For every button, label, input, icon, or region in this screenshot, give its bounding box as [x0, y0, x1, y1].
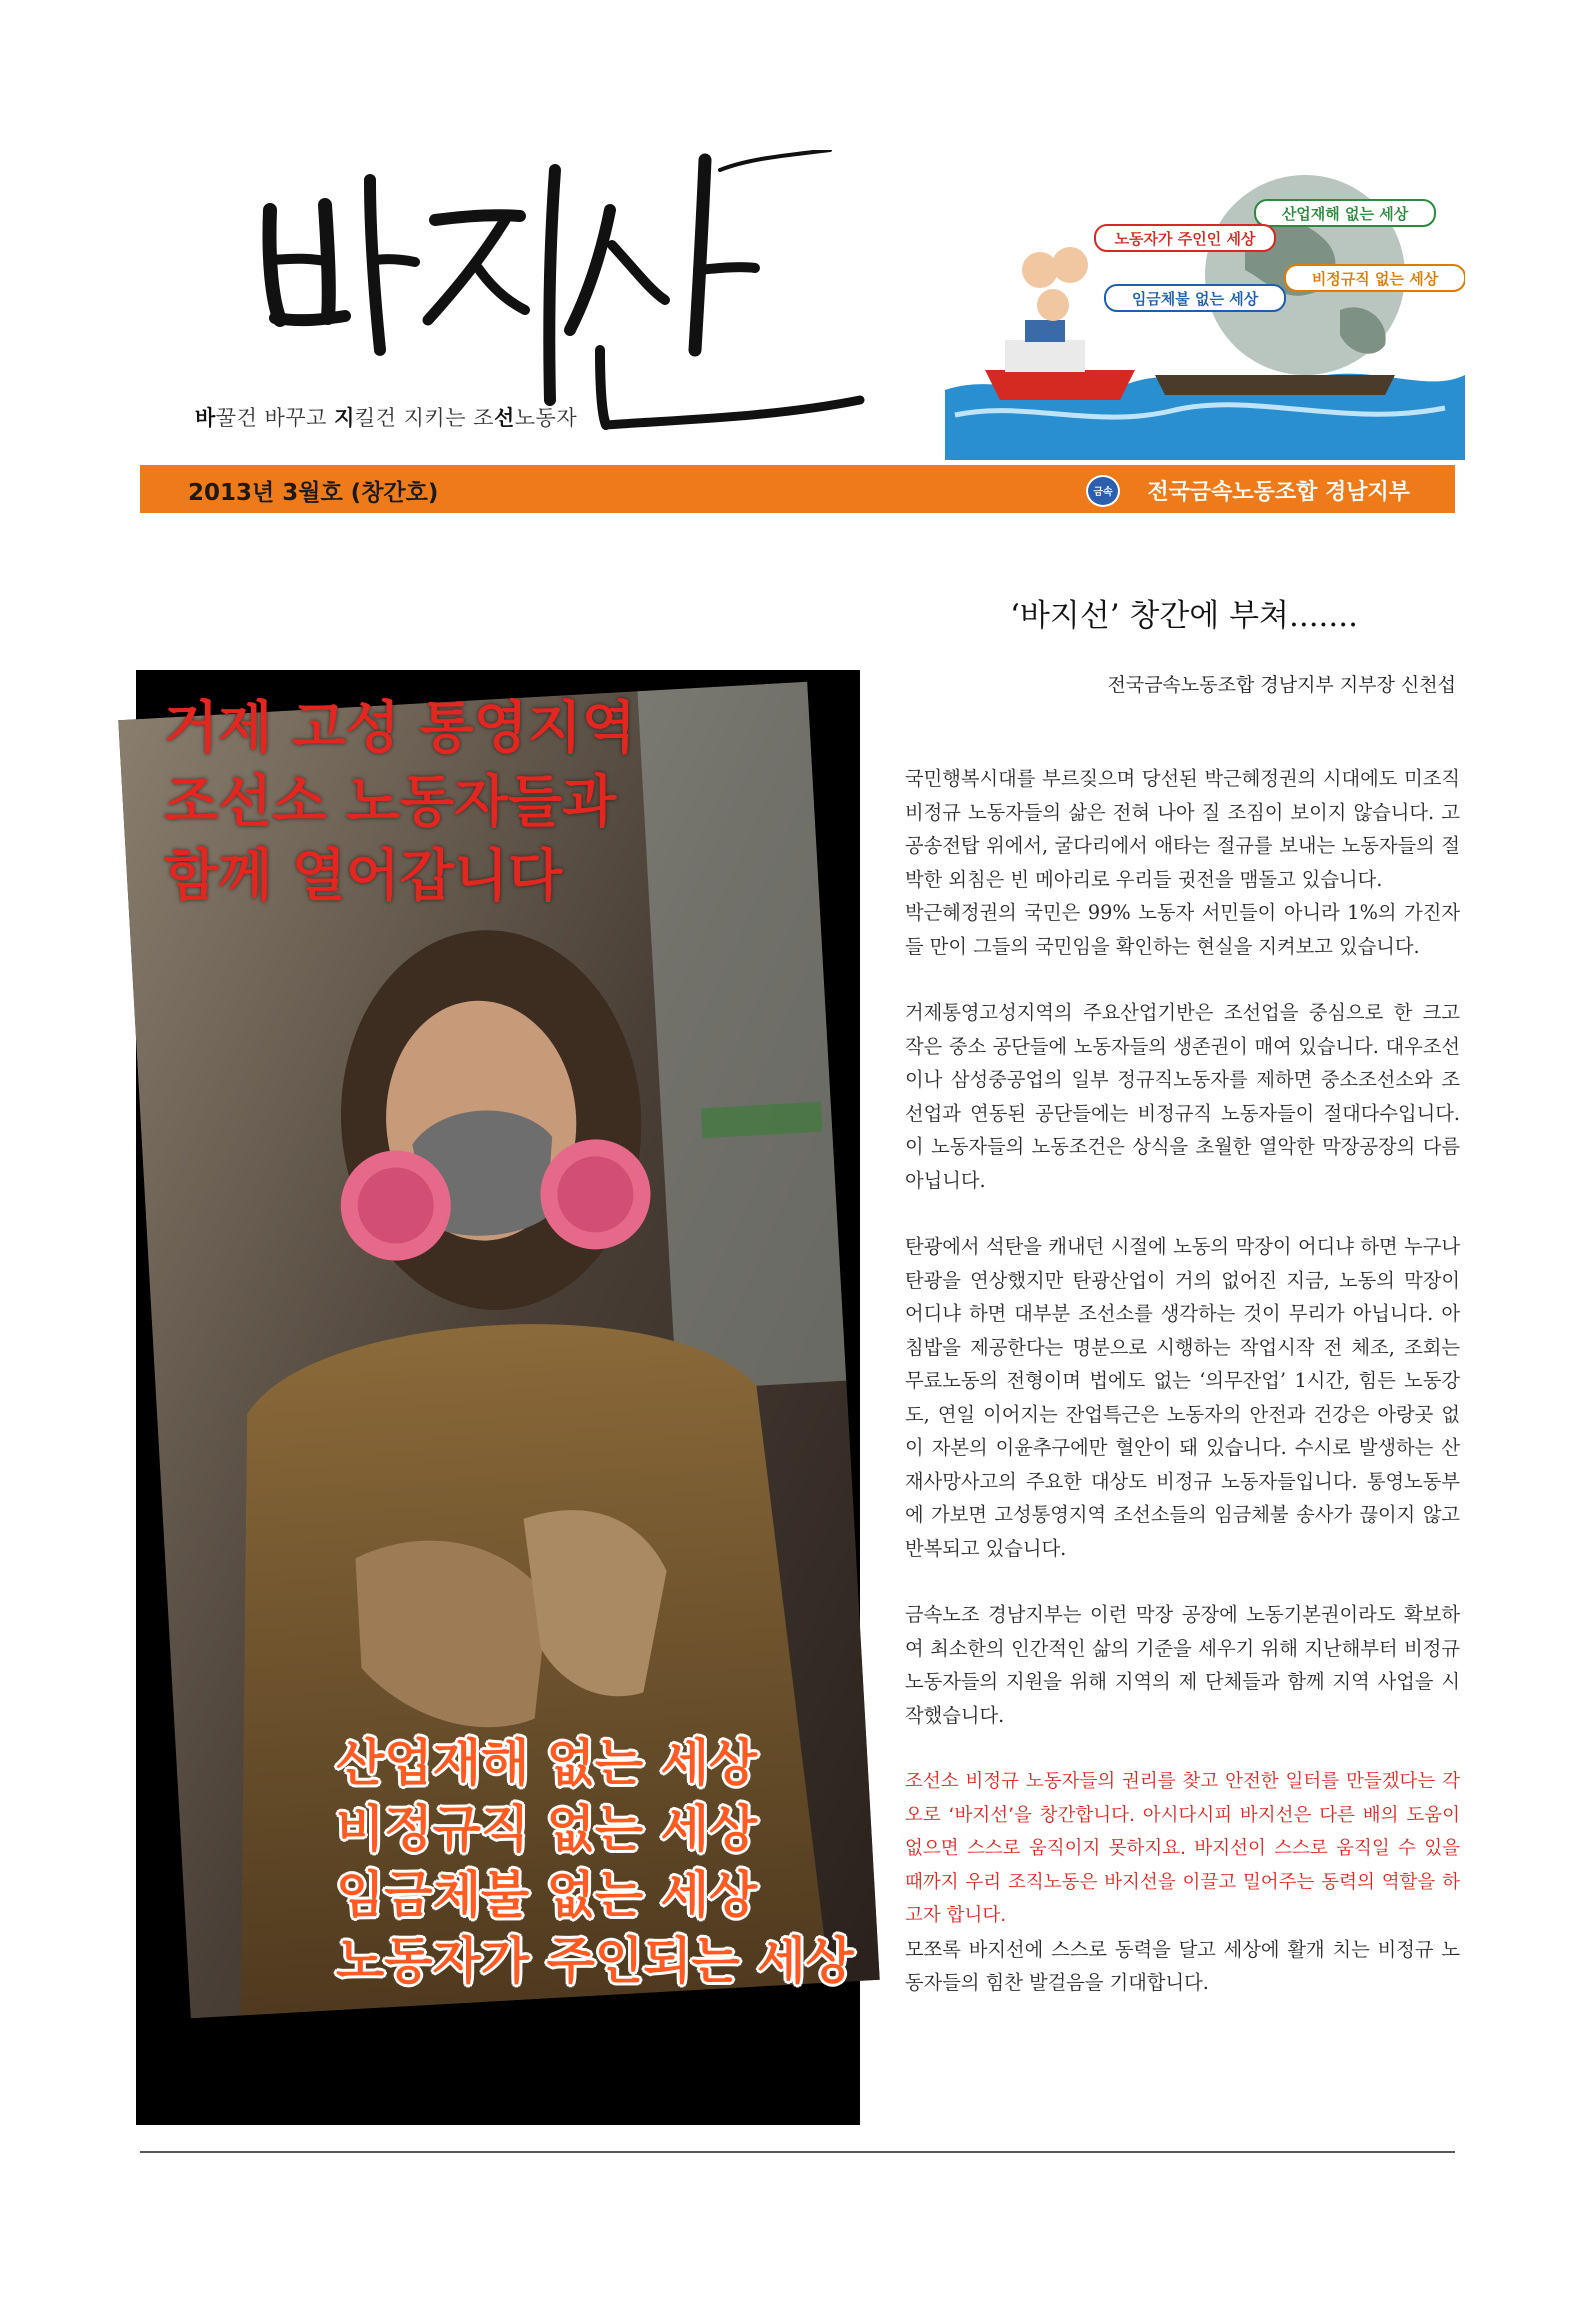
- article-body: [905, 762, 1460, 2033]
- paragraph: 모쪼록 바지선에 스스로 동력을 달고 세상에 활개 치는 비정규 노동자들의 힘찬 발걸음을 기대합니다.: [905, 1937, 1460, 1994]
- tagline: 바꿀건 바꾸고 지킬건 지키는 조선노동자: [195, 406, 578, 430]
- barge-globe-illustration: [945, 170, 1465, 460]
- paragraph: 탄광에서 석탄을 캐내던 시절에 노동의 막장이 어디냐 하면 누구나 탄광을 연상했지만 탄광산업이 거의 없어진 지금, 노동의 막장이 어디냐 하면 대부분 조선소를 생각하는 것이 무리가 아닙니다. 아침밥을 제공한다는 명분으로 시행하는 작업시작 전 체조, 조회는 무료노동의 전형이며 법에도 없는 ‘의무잔업’ 1시간, 힘든 노동강도, 연일 이어지는 잔업특근은 노동자의 안전과 건강은 아랑곳 없이 자본의 이윤추구에만 혈안이 돼 있습니다. 수시로 발생하는 산재사망사고의 주요한 대상도 비정규 노동자들입니다. 통영노동부에 가보면 고성통영지역 조선소들의 임금체불 송사가 끊이지 않고 반복되고 있습니다.: [905, 1235, 1460, 1560]
- headline-line: 거제 고성 통영지역: [164, 696, 636, 761]
- issue-label: 2013년 3월호 (창간호): [188, 480, 439, 506]
- caption-4: 임금체불 없는 세상: [1131, 290, 1259, 308]
- paragraph: 국민행복시대를 부르짖으며 당선된 박근혜정권의 시대에도 미조직 비정규 노동자들의 삶은 전혀 나아 질 조짐이 보이지 않습니다. 고공송전탑 위에서, 굴다리에서 애타는 절규를 보내는 노동자들의 절박한 외침은 빈 메아리로 우리들 귓전을 맴돌고 있습니다. 박근혜정권의 국민은 99% 노동자 서민들이 아니라 1%의 가진자들 만이 그들의 국민임을 확인하는 현실을 지켜보고 있습니다.: [905, 767, 1460, 958]
- slogan-line: 노동자가 주인되는 세상: [336, 1932, 854, 1990]
- paragraph: 금속노조 경남지부는 이런 막장 공장에 노동기본권이라도 확보하여 최소한의 인간적인 삶의 기준을 세우기 위해 지난해부터 비정규노동자들의 지원을 위해 지역의 제 단체들과 함께 지역 사업을 시작했습니다.: [905, 1603, 1460, 1727]
- paragraph: 거제통영고성지역의 주요산업기반은 조선업을 중심으로 한 크고 작은 중소 공단들에 노동자들의 생존권이 매여 있습니다. 대우조선이나 삼성중공업의 일부 정규직노동자를 제하면 중소조선소와 조선업과 연동된 공단들에는 비정규직 노동자들이 절대다수입니다. 이 노동자들의 노동조건은 상식을 초월한 열악한 막장공장의 다름 아닙니다.: [905, 1001, 1460, 1192]
- issue-banner: [140, 465, 1455, 513]
- footer-rule: [140, 2151, 1455, 2153]
- poster-headline: [164, 692, 636, 914]
- highlight-paragraph: 조선소 비정규 노동자들의 권리를 찾고 안전한 일터를 만들겠다는 각오로 ‘바지선’을 창간합니다. 아시다시피 바지선은 다른 배의 도움이 없으면 스스로 움직이지 못하지요. 바지선이 스스로 움직일 수 있을 때까지 우리 조직노동은 바지선을 이끌고 밀어주는 동력의 역할을 하고자 합니다.: [905, 1771, 1460, 1926]
- publisher-org: 전국금속노동조합 경남지부: [1147, 480, 1410, 505]
- slogan-line: 임금체불 없는 세상: [336, 1866, 758, 1924]
- masthead: [0, 0, 1596, 520]
- caption-3: 비정규직 없는 세상: [1311, 270, 1439, 288]
- caption-1: 산업재해 없는 세상: [1281, 205, 1409, 223]
- cover-poster: [136, 670, 860, 2125]
- poster-slogans: [336, 1730, 854, 1994]
- article-byline: 전국금속노동조합 경남지부 지부장 신천섭: [1107, 674, 1456, 696]
- slogan-line: 산업재해 없는 세상: [336, 1734, 758, 1792]
- union-logo-icon: 금속: [1086, 475, 1120, 507]
- caption-2: 노동자가 주인인 세상: [1114, 230, 1256, 248]
- slogan-line: 비정규직 없는 세상: [336, 1800, 758, 1858]
- article-title: ‘바지선’ 창간에 부쳐.......: [1010, 598, 1358, 634]
- headline-line: 조선소 노동자들과: [164, 770, 617, 835]
- headline-line: 함께 열어갑니다: [164, 844, 563, 909]
